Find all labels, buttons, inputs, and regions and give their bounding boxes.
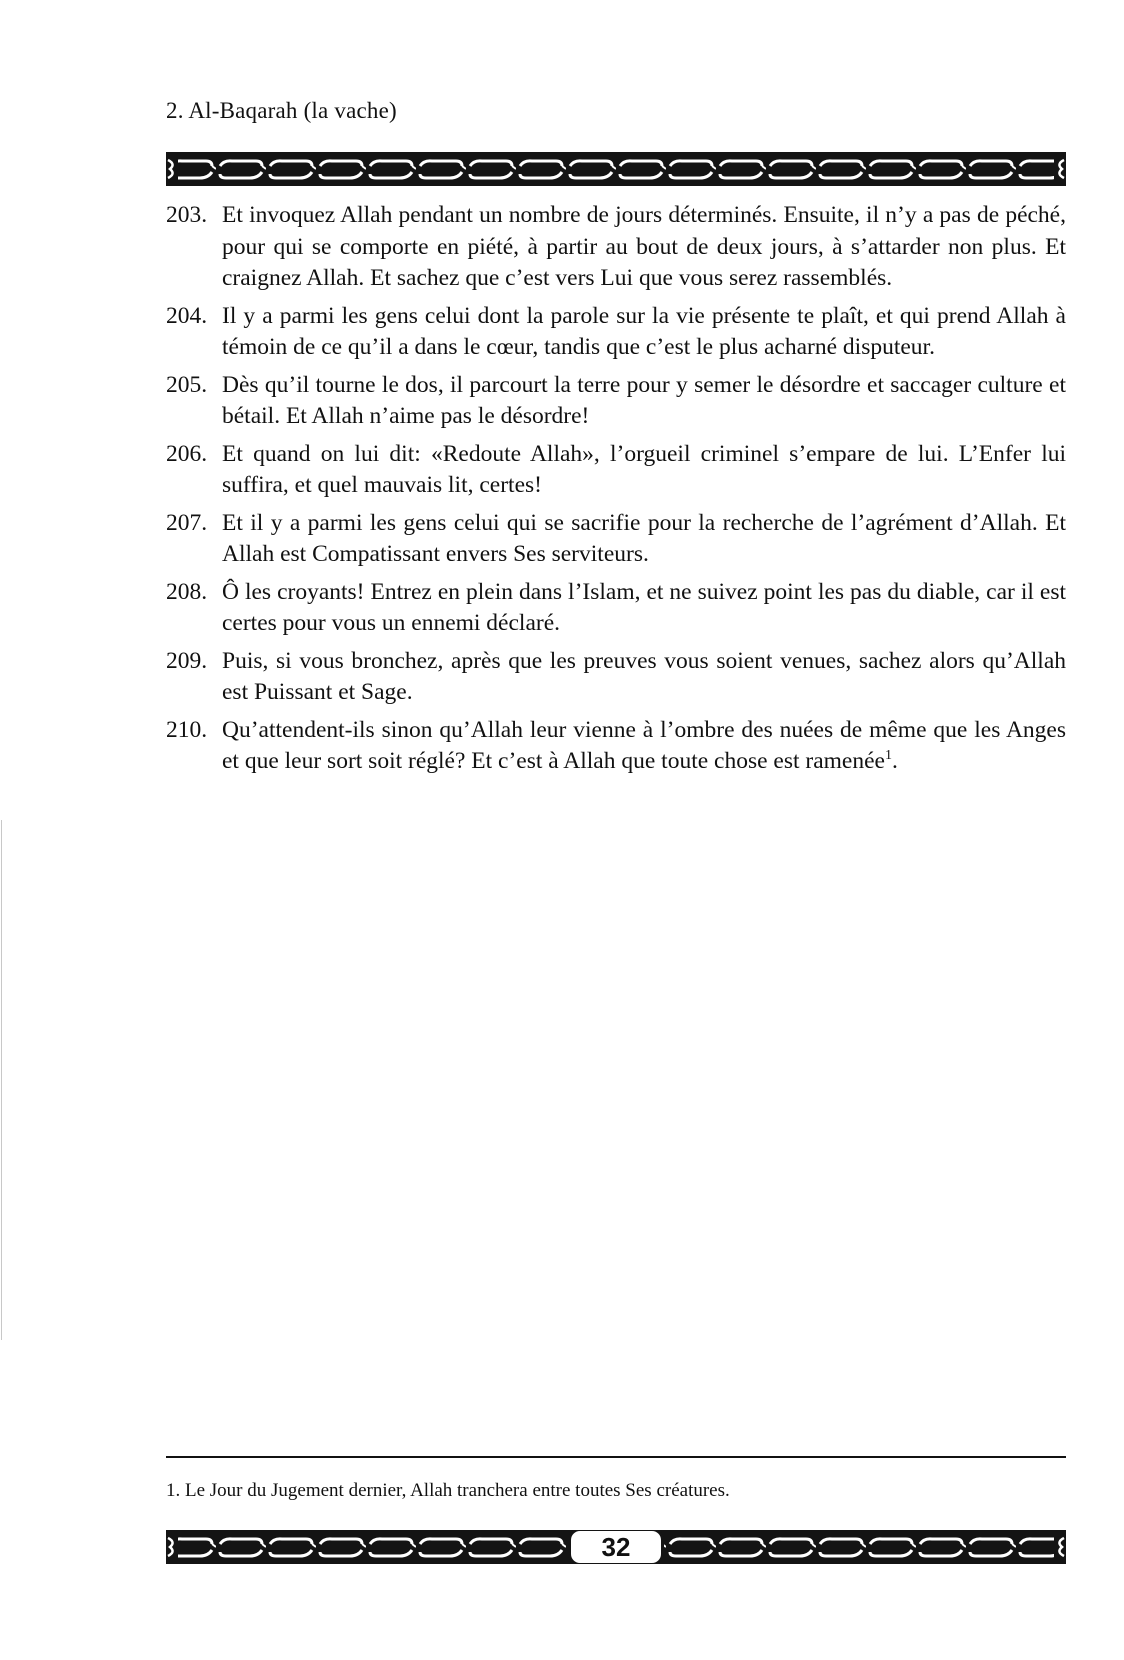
- page-number: 32: [568, 1530, 664, 1564]
- verse-text: Et quand on lui dit: «Redoute Allah», l’orgueil criminel s’empare de lui. L’Enfer lui suffira, et quel mauvais lit, certes!: [222, 440, 1066, 498]
- verse-203: [166, 200, 1066, 295]
- top-ornament-band: [166, 152, 1066, 186]
- footnote: 1. Le Jour du Jugement dernier, Allah tranchera entre toutes Ses créatures.: [166, 1480, 730, 1501]
- verse-text: Et il y a parmi les gens celui qui se sacrifie pour la recherche de l’agrément d’Allah. Et Allah est Compatissant envers Ses serviteurs.: [222, 509, 1066, 567]
- verse-number: 208.: [166, 578, 208, 605]
- verse-text-trailing: .: [891, 748, 898, 774]
- verse-number: 206.: [166, 440, 208, 467]
- verse-number: 204.: [166, 302, 208, 329]
- scan-margin-line: [1, 820, 2, 1340]
- verse-number: 205.: [166, 371, 208, 398]
- verse-209: [166, 646, 1066, 709]
- verse-210: [166, 715, 1066, 778]
- footnote-divider: [166, 1456, 1066, 1458]
- verse-number: 209.: [166, 647, 208, 674]
- verse-text: Ô les croyants! Entrez en plein dans l’Islam, et ne suivez point les pas du diable, car il est certes pour vous un ennemi déclaré.: [222, 578, 1066, 636]
- verse-list: [166, 200, 1066, 784]
- verse-text: Il y a parmi les gens celui dont la parole sur la vie présente te plaît, et qui prend Allah à témoin de ce qu’il a dans le cœur, tandis que c’est le plus acharné disputeur.: [222, 302, 1066, 360]
- verse-205: [166, 370, 1066, 433]
- verse-number: 210.: [166, 716, 208, 743]
- verse-text: Dès qu’il tourne le dos, il parcourt la terre pour y semer le désordre et saccager culture et bétail. Et Allah n’aime pas le désordre!: [222, 371, 1066, 429]
- verse-number: 207.: [166, 509, 208, 536]
- chain-pattern-icon: [166, 152, 1066, 186]
- verse-text-body: Qu’attendent-ils sinon qu’Allah leur vienne à l’ombre des nuées de même que les Anges et que leur sort soit réglé? Et c’est à Allah que toute chose est ramenée: [222, 716, 1066, 774]
- verse-208: [166, 577, 1066, 640]
- verse-text: Puis, si vous bronchez, après que les preuves vous soient venues, sachez alors qu’Allah est Puissant et Sage.: [222, 647, 1066, 705]
- verse-207: [166, 508, 1066, 571]
- footnote-marker: 1: [884, 748, 892, 764]
- chapter-title: 2. Al-Baqarah (la vache): [166, 98, 397, 123]
- verse-number: 203.: [166, 202, 208, 228]
- verse-204: [166, 301, 1066, 364]
- verse-206: [166, 439, 1066, 502]
- verse-text: [222, 717, 1066, 775]
- verse-text: Et invoquez Allah pendant un nombre de jours déterminés. Ensuite, il n’y a pas de péché, pour qui se comporte en piété, à partir au bout de deux jours, à s’attarder non plus. Et craignez Allah. Et sachez que c’est vers Lui que vous serez rassemblés.: [222, 202, 1066, 291]
- bottom-ornament-band: [166, 1530, 1066, 1564]
